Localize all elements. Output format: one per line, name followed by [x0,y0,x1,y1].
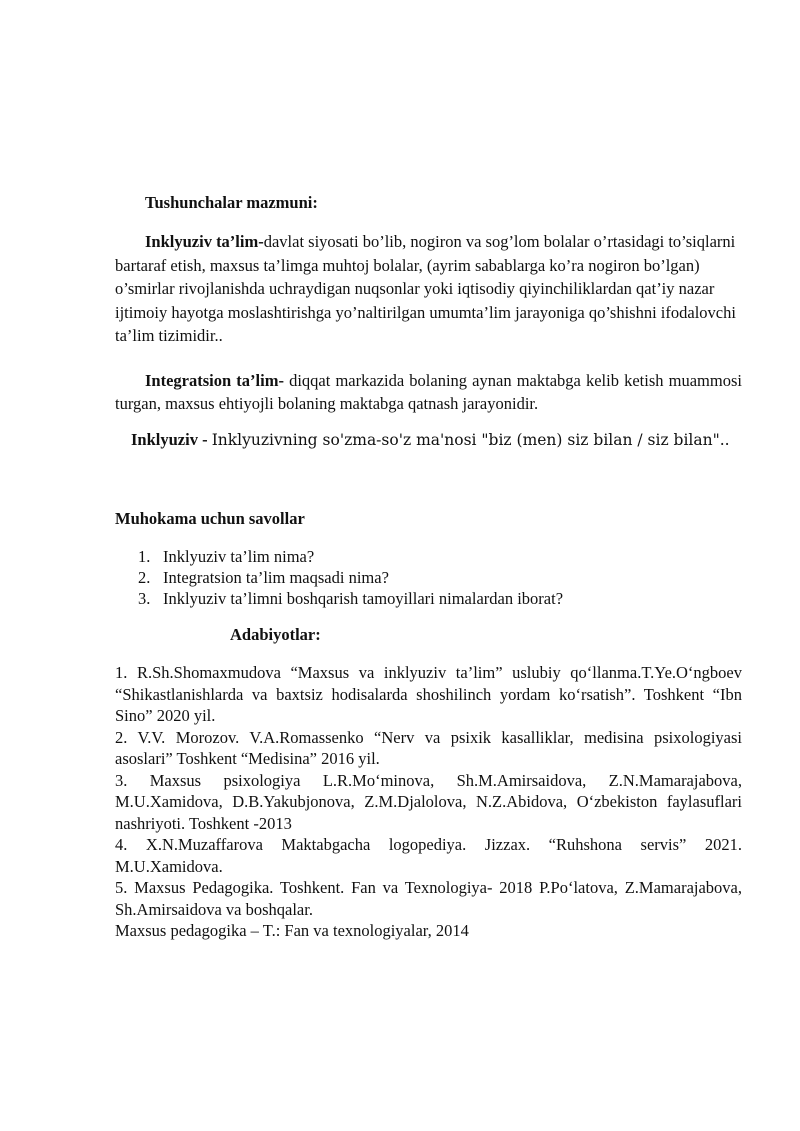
definition-text: davlat siyosati bo’lib, nogiron va sog’lom bolalar o’rtasidagi to’siqlarni bartaraf etish, maxsus ta’limga muhtoj bolalar, (ayrim sabablarga ko’ra nogiron bo’lgan) o’smirlar rivojlanishda uchraydigan nuqsonlar yoki iqtisodiy qiyinchiliklardan qat’iy nazar ijtimoiy hayotga moslashtirishga yo’naltirilgan umumta’lim jarayoniga qo’shishni ifodalovchi ta’lim tizimidir.. [115,232,736,345]
questions-list [138,546,742,609]
definition-inclusive-education [115,230,742,348]
list-item [138,588,742,609]
definition-term: Integratsion ta’lim- [145,371,284,390]
question-number: 1. [138,547,151,566]
reference-item: 3. Maxsus psixologiya L.R.Mo‘minova, Sh.M.Amirsaidova, Z.N.Mamarajabova, M.U.Xamidova, D.B.Yakubjonova, Z.M.Djalolova, N.Z.Abidova, O‘zbekiston faylasuflari nashriyoti. Toshkent -2013 [115,770,742,833]
definition-text: diqqat markazida bolaning aynan maktabga kelib ketish muammosi turgan, maxsus ehtiyojli bolaning maktabga qatnash jarayonidir. [115,371,742,413]
definition-term: Inklyuziv ta’lim- [145,232,264,251]
question-number: 2. [138,568,151,587]
question-text: Inklyuziv ta’lim nima? [163,547,315,566]
question-text: Integratsion ta’lim maqsadi nima? [163,568,389,587]
reference-item: 1. R.Sh.Shomaxmudova “Maxsus va inklyuziv ta’lim” uslubiy qo‘llanma.T.Ye.O‘ngboev “Shikastlanishlarda va baxtsiz hodisalarda shoshilinch yordam ko‘rsatish”. Toshkent “Ibn Sino” 2020 yil. [115,663,742,725]
definition-text: Inklyuzivning so'zma-so'z ma'nosi "biz (men) siz bilan / siz bilan".. [211,431,730,449]
reference-item: 2. V.V. Morozov. V.A.Romassenko “Nerv va psixik kasalliklar, medisina psixologiyasi asoslari” Toshkent “Medisina” 2016 yil. [115,727,742,768]
definition-inclusive [131,430,742,450]
definition-term: Inklyuziv - [131,430,212,449]
definition-integrated-education [115,369,742,415]
references-list [115,662,742,942]
questions-heading: Muhokama uchun savollar [115,509,305,528]
question-text: Inklyuziv ta’limni boshqarish tamoyillari nimalardan iborat? [163,589,564,608]
reference-item: Maxsus pedagogika – T.: Fan va texnologiyalar, 2014 [115,921,469,940]
concepts-heading: Tushunchalar mazmuni: [145,193,318,212]
reference-item: 4. X.N.Muzaffarova Maktabgacha logopediya. Jizzax. “Ruhshona servis” 2021. M.U.Xamidova. [115,835,742,876]
question-number: 3. [138,589,151,608]
literature-heading: Adabiyotlar: [230,625,321,644]
list-item [138,567,742,588]
reference-item: 5. Maxsus Pedagogika. Toshkent. Fan va Texnologiya- 2018 P.Po‘latova, Z.Mamarajabova, Sh.Amirsaidova va boshqalar. [115,878,742,919]
list-item [138,546,742,567]
